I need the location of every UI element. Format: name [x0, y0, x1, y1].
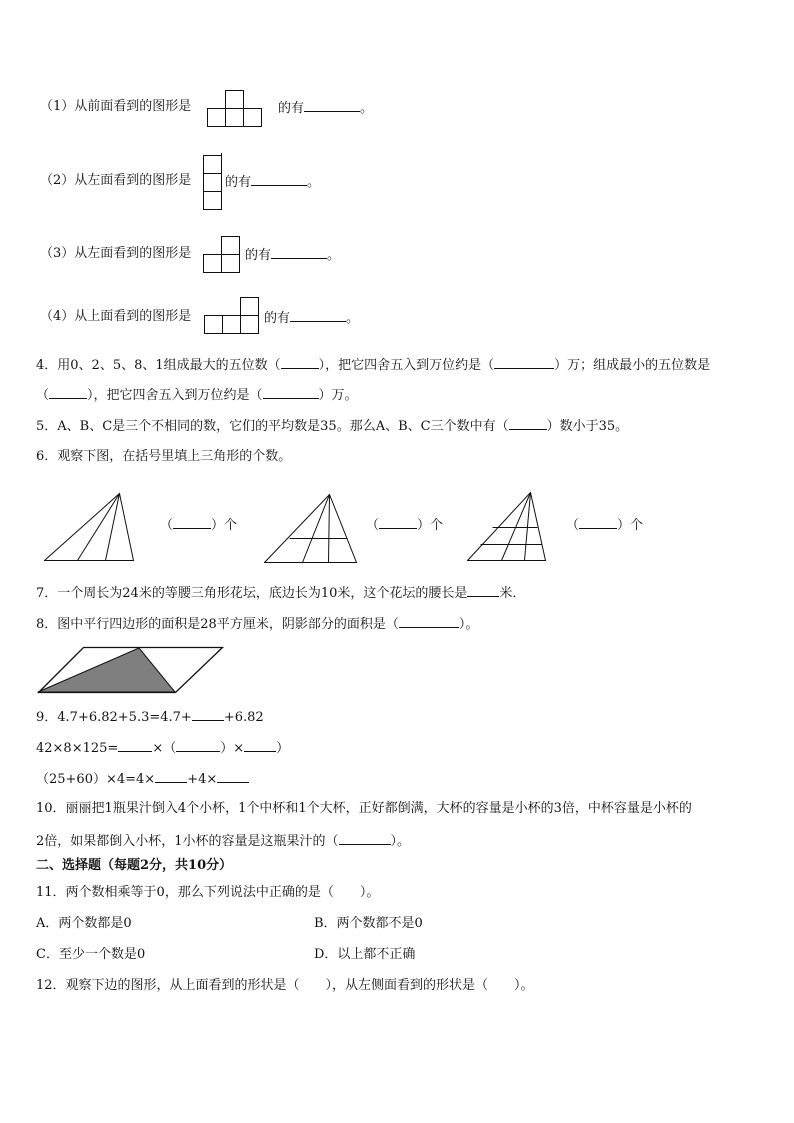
answer-blank[interactable] — [244, 738, 276, 752]
q3-part-3: （3）从左面看到的图形是 — [40, 246, 192, 261]
q3-part-1: （1）从前面看到的图形是 — [40, 99, 192, 114]
q3-part-2-suffix: 的有 。 — [225, 172, 320, 192]
answer-blank[interactable] — [263, 385, 319, 399]
question-5: 5．A、B、C是三个不相同的数，它们的平均数是35。那么A、B、C三个数中有（ ）数小于35。 — [36, 416, 628, 436]
triangle-figure-1 — [44, 490, 140, 564]
option-a[interactable]: A．两个数都是0 — [36, 916, 132, 931]
q3-part-1-suffix: 的有 。 — [278, 98, 373, 118]
triangle-figure-2 — [264, 492, 360, 566]
option-c[interactable]: C．至少一个数是0 — [36, 947, 146, 962]
answer-blank[interactable] — [399, 614, 459, 628]
left-view-figure-3 — [203, 235, 243, 275]
answer-blank[interactable] — [304, 98, 360, 112]
answer-blank[interactable] — [379, 515, 417, 529]
question-6: 6．观察下图，在括号里填上三角形的个数。 — [36, 449, 292, 464]
question-10-line-1: 10．丽丽把1瓶果汁倒入4个小杯，1个中杯和1个大杯，正好都倒满，大杯的容量是小杯的3倍，中杯容量是小杯的 — [36, 801, 692, 816]
question-10-line-2: 2倍，如果都倒入小杯，1小杯的容量是这瓶果汁的（ ）。 — [36, 831, 410, 851]
question-4-line-2: （ ），把它四舍五入到万位约是（ ）万。 — [36, 385, 358, 405]
option-d[interactable]: D．以上都不正确 — [314, 947, 416, 962]
answer-blank[interactable] — [467, 583, 499, 597]
answer-blank[interactable] — [494, 355, 554, 369]
answer-blank[interactable] — [49, 385, 87, 399]
question-7: 7．一个周长为24米的等腰三角形花坛，底边长为10米，这个花坛的腰长是 米． — [36, 583, 525, 603]
question-8: 8．图中平行四边形的面积是28平方厘米，阴影部分的面积是（ ）。 — [36, 614, 478, 634]
triangle-answer-1: （ ）个 — [160, 515, 237, 535]
triangle-figure-3 — [467, 490, 551, 564]
answer-blank[interactable] — [217, 769, 249, 783]
answer-blank[interactable] — [271, 245, 327, 259]
question-9-line-2: 42×8×125= ×（ ）× ） — [36, 738, 289, 758]
front-view-figure — [207, 89, 263, 127]
section-heading: 二、选择题（每题2分，共10分） — [36, 858, 233, 873]
left-view-figure-2 — [203, 153, 225, 211]
answer-blank[interactable] — [251, 172, 307, 186]
q3-part-4-suffix: 的有 。 — [264, 308, 359, 328]
answer-blank[interactable] — [155, 769, 187, 783]
question-9-line-3: （25+60）×4=4× +4× — [36, 769, 249, 789]
question-9-line-1: 9．4.7+6.82+5.3=4.7+ +6.82 — [36, 707, 264, 727]
question-4-line-1: 4．用0、2、5、8、1组成最大的五位数（ ），把它四舍五入到万位约是（ ）万；组成最小的五位数是 — [36, 355, 710, 375]
q3-part-3-suffix: 的有 。 — [245, 245, 340, 265]
answer-blank[interactable] — [579, 515, 617, 529]
top-view-figure — [204, 296, 262, 336]
answer-blank[interactable] — [290, 308, 346, 322]
option-b[interactable]: B．两个数都不是0 — [314, 916, 423, 931]
q3-part-2: （2）从左面看到的图形是 — [40, 173, 192, 188]
question-12: 12．观察下边的图形，从上面看到的形状是（ ），从左侧面看到的形状是（ ）。 — [36, 978, 534, 993]
question-11: 11．两个数相乘等于0，那么下列说法中正确的是（ ）。 — [36, 885, 380, 900]
parallelogram-figure — [36, 645, 226, 695]
answer-blank[interactable] — [339, 831, 391, 845]
answer-blank[interactable] — [509, 416, 547, 430]
answer-blank[interactable] — [118, 738, 152, 752]
answer-blank[interactable] — [281, 355, 319, 369]
q3-part-4: （4）从上面看到的图形是 — [40, 309, 192, 324]
answer-blank[interactable] — [192, 707, 224, 721]
triangle-answer-3: （ ）个 — [566, 515, 643, 535]
answer-blank[interactable] — [173, 515, 211, 529]
triangle-answer-2: （ ）个 — [366, 515, 443, 535]
answer-blank[interactable] — [176, 738, 220, 752]
